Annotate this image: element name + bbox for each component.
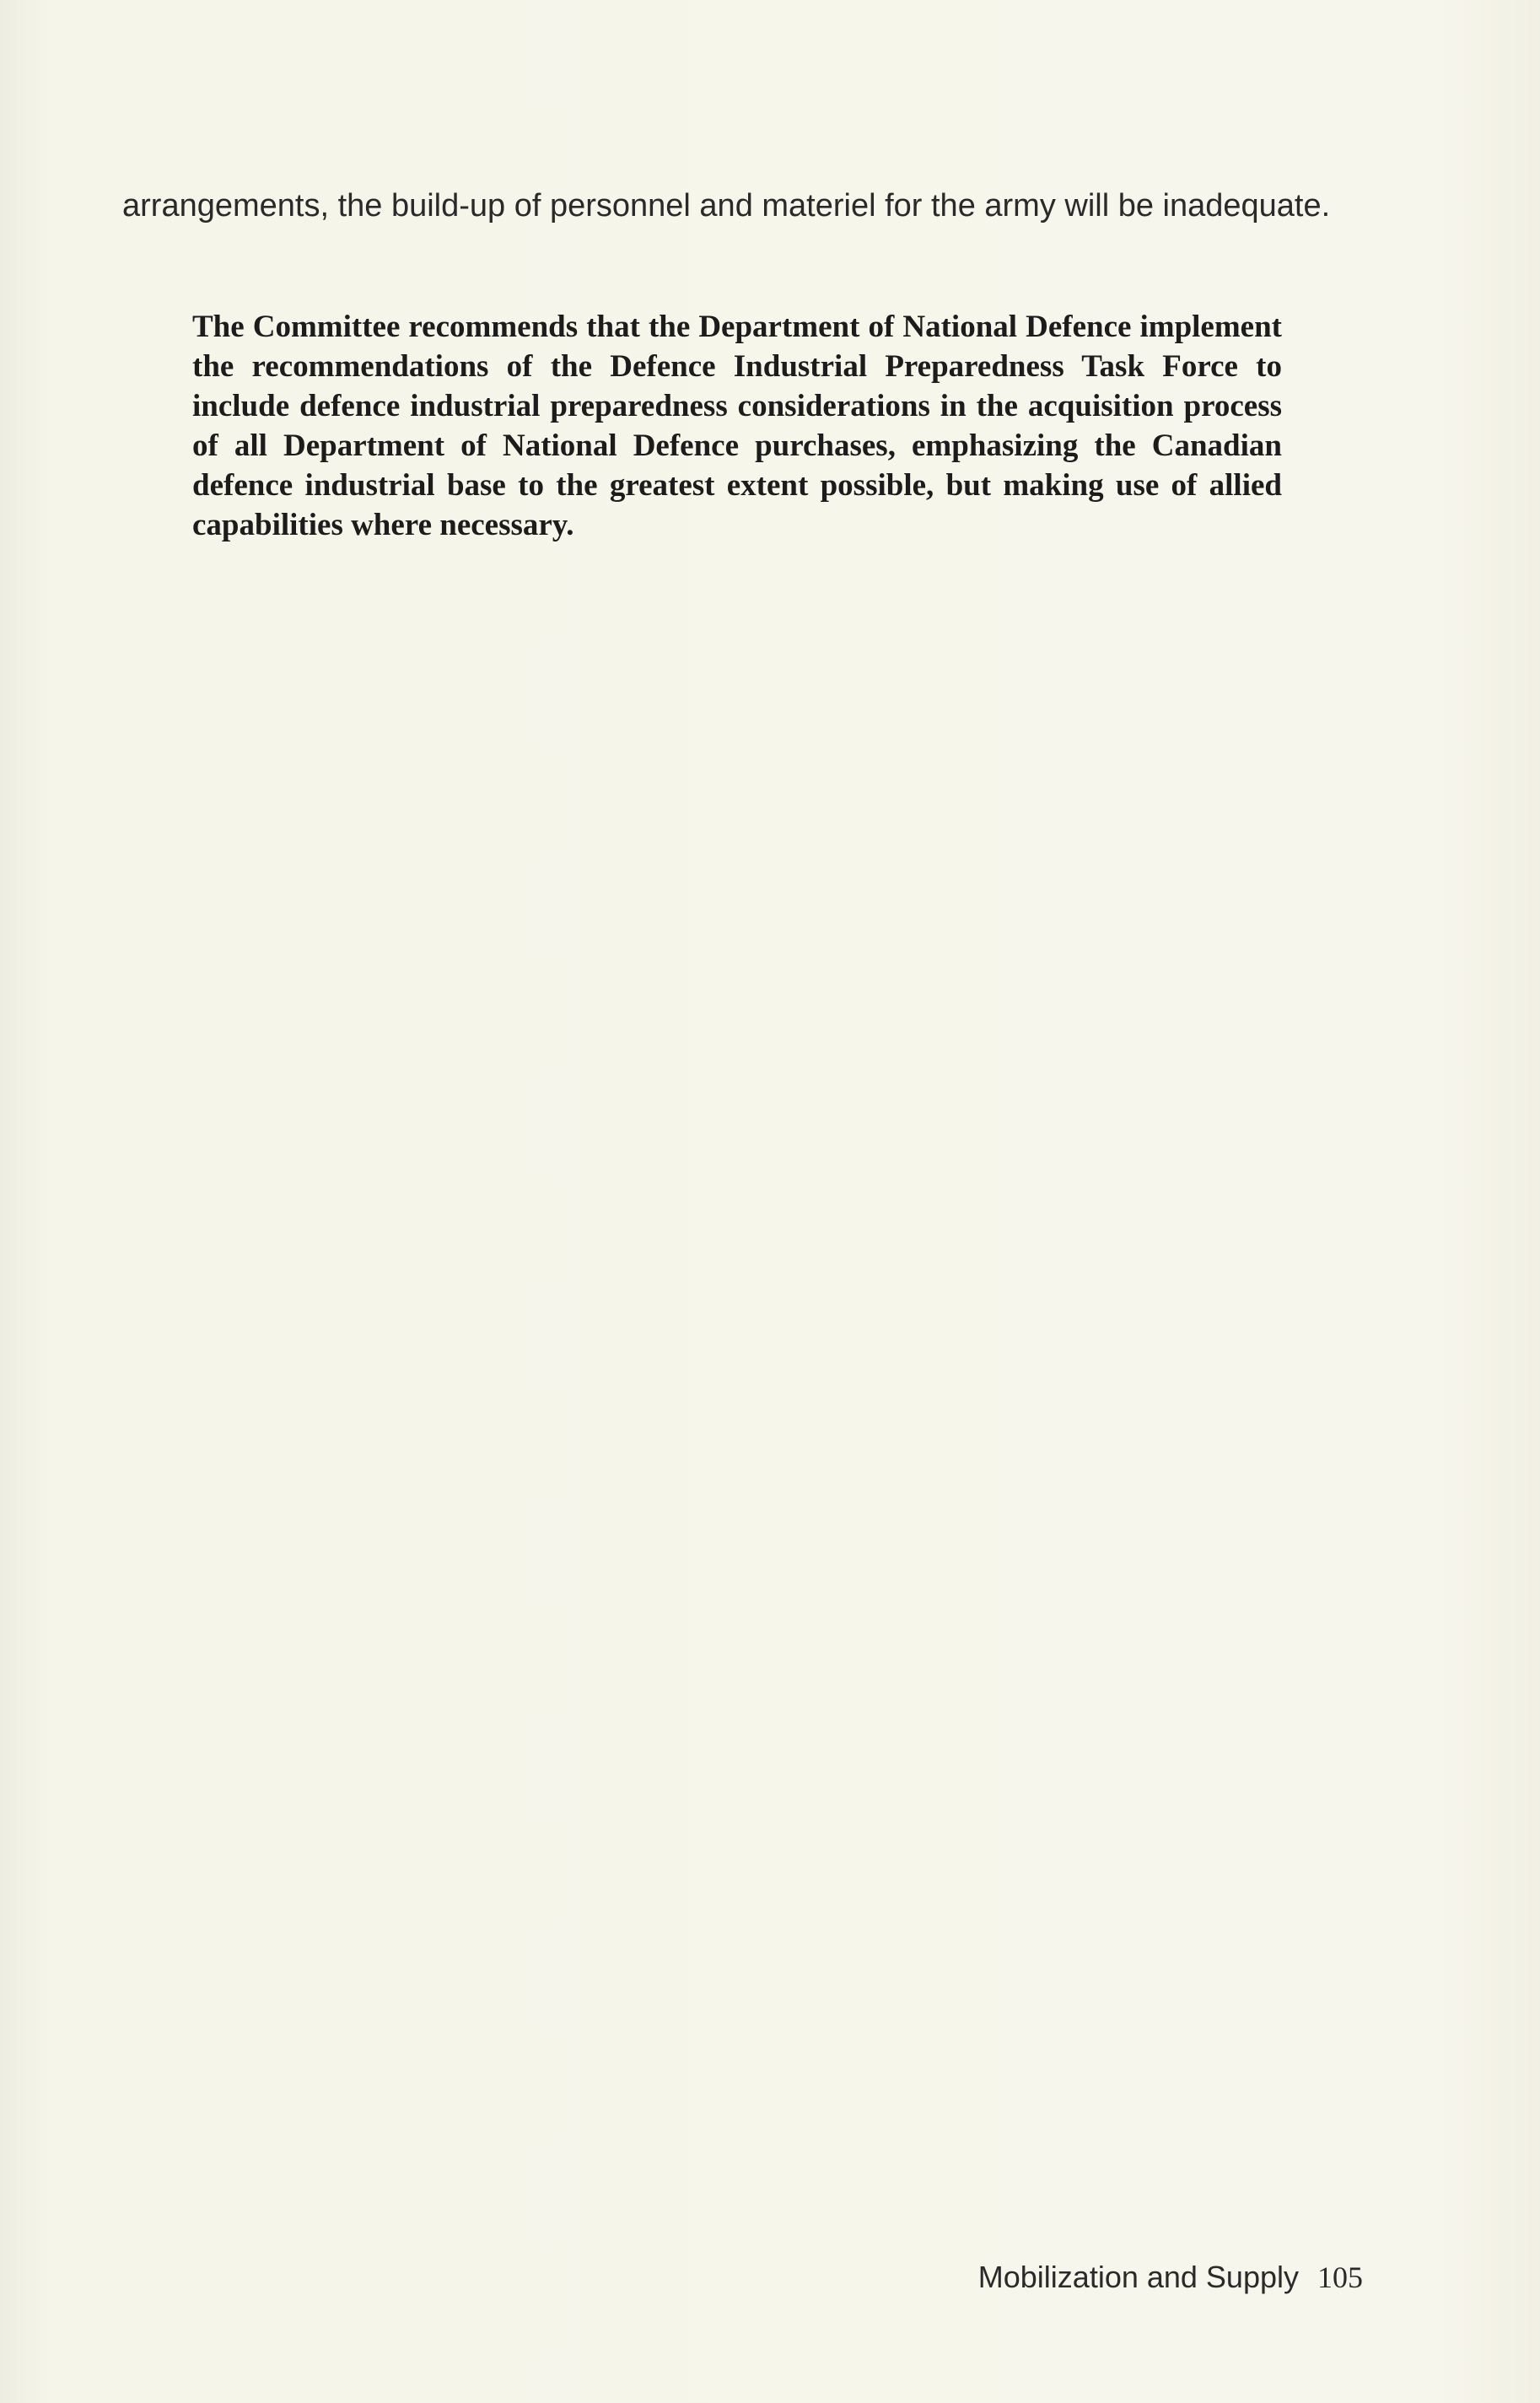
footer-section-title: Mobilization and Supply [977,2260,1299,2294]
committee-recommendation: The Committee recommends that the Department of National Defence implement the recommendations of the Defence Industrial Preparedness Task Force to include defence industrial preparedness considerations in the acquisition process of all Department of National Defence purchases, emphasizing the Canadian defence industrial base to the greatest extent possible, but making use of allied capabilities where necessary. [192,310,1282,542]
page-footer [978,2257,1363,2298]
body-paragraph: arrangements, the build-up of personnel and materiel for the army will be inadequate. [122,188,1331,224]
page-number: 105 [1317,2260,1363,2294]
